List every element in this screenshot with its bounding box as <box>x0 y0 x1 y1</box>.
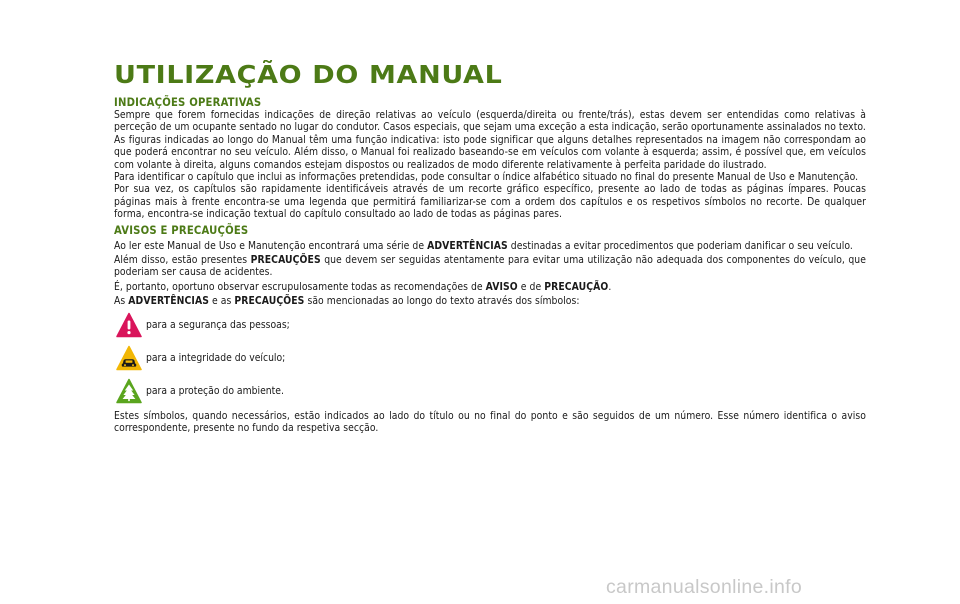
paragraph: Por sua vez, os capítulos são rapidamente identificáveis através de um recorte gráfico específico, presente ao lado de todas as páginas ímpares. Poucas páginas mais à frente encontra-se uma legenda que permitirá familiarizar-se com a ordem dos capítulos e os respetivos símbolos no recorte. De qualquer forma, encontra-se indicação textual do capítulo consultado ao lado de todas as páginas pares. <box>114 183 866 221</box>
paragraph: Estes símbolos, quando necessários, estão indicados ao lado do título ou no final do ponto e são seguidos de um número. Esse número identifica o aviso correspondente, presente no fundo da respetiva secção. <box>114 409 866 435</box>
paragraph: As figuras indicadas ao longo do Manual têm uma função indicativa: isto pode significar que alguns detalhes representados na imagem não correspondam ao que poderá encontrar no seu veículo. Além disso, o Manual foi realizado baseando-se em veículos com volante à esquerda; assim, é possível que, em veículos com volante à direita, alguns comandos estejam dispostos ou realizados de modo diferente relativamente à perfeita paridade do ilustrado. <box>114 133 866 171</box>
vehicle-integrity-warning-icon <box>116 345 142 371</box>
paragraph: É, portanto, oportuno observar escrupulosamente todas as recomendações de AVISO e de PRECAUÇÃO. <box>114 280 612 293</box>
manual-page <box>114 60 866 437</box>
symbol-row-person-safety <box>114 310 866 341</box>
keyword-precaucoes: PRECAUÇÕES <box>250 254 321 267</box>
environment-protection-icon <box>116 378 142 404</box>
paragraph: Para identificar o capítulo que inclui as informações pretendidas, pode consultar o índice alfabético situado no final do presente Manual de Uso e Manutenção. <box>114 171 859 184</box>
symbol-row-environment <box>114 376 866 407</box>
keyword-aviso: AVISO <box>485 280 518 293</box>
symbol-label: para a integridade do veículo; <box>146 352 286 365</box>
paragraph: Sempre que forem fornecidas indicações de direção relativas ao veículo (esquerda/direita ou frente/trás), estas devem ser entendidas como relativas à perceção de um ocupante sentado no lugar do condutor. Casos especiais, que sejam uma exceção a esta indicação, serão oportunamente assinalados no texto. <box>114 109 866 134</box>
watermark: carmanualsonline.info <box>606 576 802 598</box>
keyword-precaucoes: PRECAUÇÕES <box>234 295 305 308</box>
person-safety-warning-icon <box>116 312 142 338</box>
section-heading: AVISOS E PRECAUÇÕES <box>114 223 249 237</box>
symbol-row-vehicle-integrity <box>114 343 866 374</box>
section-heading: INDICAÇÕES OPERATIVAS <box>114 96 262 109</box>
paragraph: Ao ler este Manual de Uso e Manutenção encontrará uma série de ADVERTÊNCIAS destinadas a evitar procedimentos que poderiam danificar o seu veículo. <box>114 239 853 252</box>
symbol-label: para a proteção do ambiente. <box>146 385 284 398</box>
paragraph: Além disso, estão presentes PRECAUÇÕES que devem ser seguidas atentamente para evitar uma utilização não adequada dos componentes do veículo, que poderiam ser causa de acidentes. <box>114 254 866 279</box>
section-warnings-precautions <box>114 224 866 435</box>
keyword-advertencias: ADVERTÊNCIAS <box>427 239 508 252</box>
section-operative-indications <box>114 96 866 221</box>
keyword-advertencias: ADVERTÊNCIAS <box>128 295 209 308</box>
symbol-label: para a segurança das pessoas; <box>146 319 290 332</box>
page-title: UTILIZAÇÃO DO MANUAL <box>114 60 503 89</box>
keyword-precaucao: PRECAUÇÃO <box>544 280 609 293</box>
paragraph: As ADVERTÊNCIAS e as PRECAUÇÕES são mencionadas ao longo do texto através dos símbolos: <box>114 295 580 308</box>
